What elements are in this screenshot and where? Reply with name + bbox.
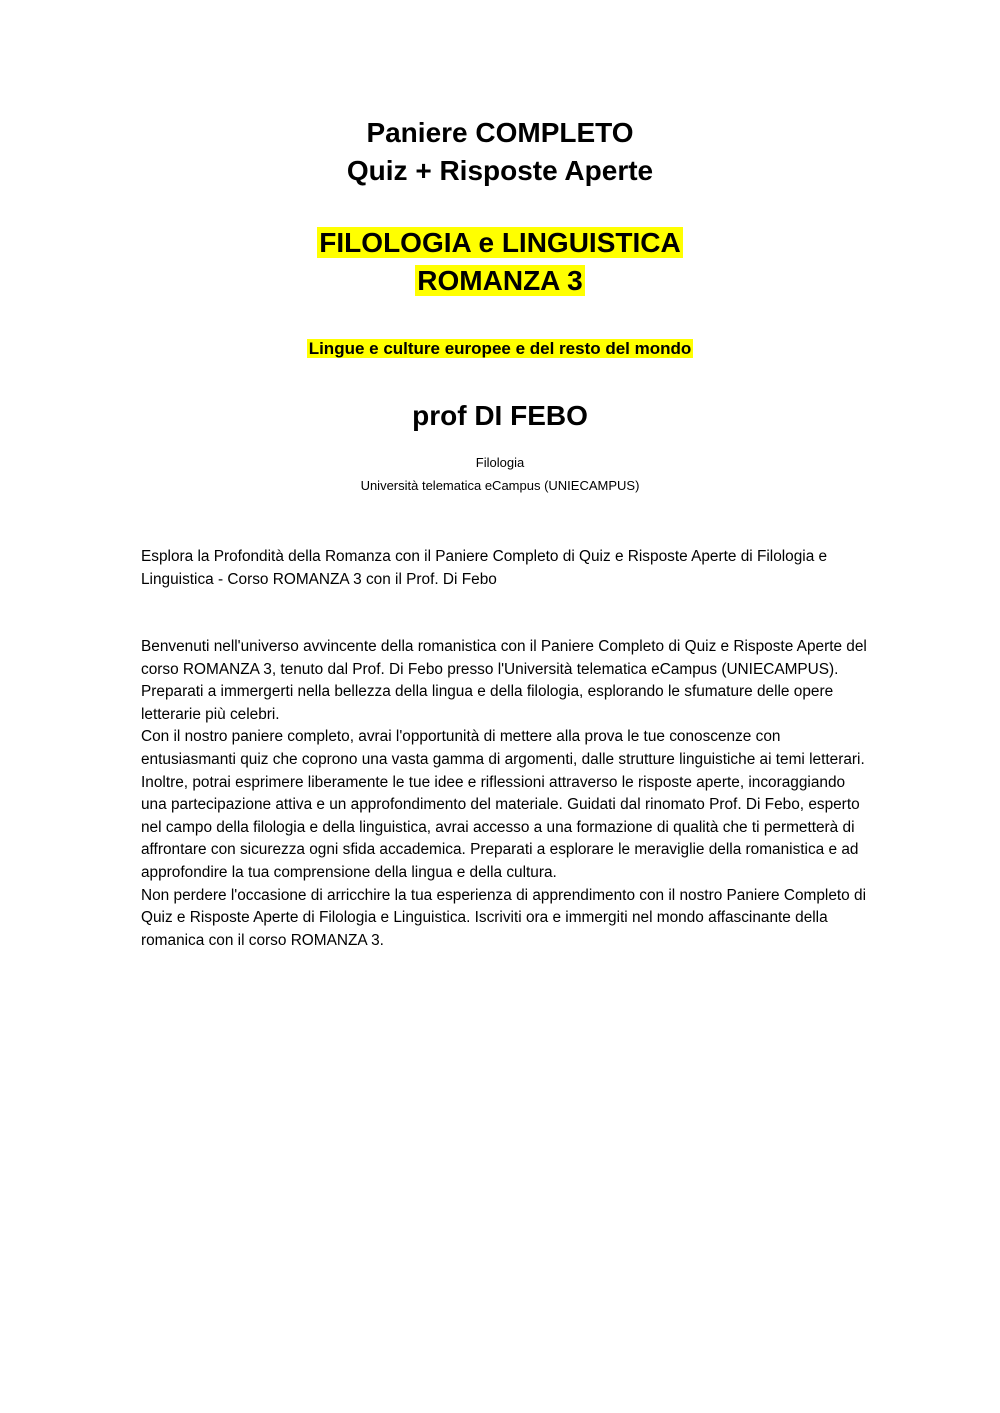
professor-name: prof DI FEBO [412, 400, 588, 431]
main-body [141, 636, 871, 952]
document-title [0, 114, 1000, 190]
course-label: Lingue e culture europee e del resto del mondo [308, 339, 692, 358]
body-paragraph-2: Con il nostro paniere completo, avrai l'opportunità di mettere alla prova le tue conoscenze con entusiasmanti quiz che coprono una vasta gamma di argomenti, dalle strutture linguistiche ai temi letterari. Inoltre, potrai esprimere liberamente le tue idee e riflessioni attraverso le risposte aperte, incoraggiando una partecipazione attiva e un approfondimento del materiale. Guidati dal rinomato Prof. Di Febo, esperto nel campo della filologia e della linguistica, avrai accesso a una formazione di qualità che ti permetterà di affrontare con sicurezza ogni sfida accademica. Preparati a esplorare le meraviglie della romanistica e ad approfondire la tua comprensione della lingua e della cultura. [141, 728, 865, 881]
title-line-2: Quiz + Risposte Aperte [346, 155, 654, 186]
subject-line-2: ROMANZA 3 [417, 265, 583, 296]
body-paragraph-3: Non perdere l'occasione di arricchire la tua esperienza di apprendimento con il nostro Paniere Completo di Quiz e Risposte Aperte di Filologia e Linguistica. Iscriviti ora e immergiti nel mondo affascinante della romanica con il corso ROMANZA 3. [141, 886, 866, 949]
intro-paragraph [141, 546, 871, 591]
subject-line-1: FILOLOGIA e LINGUISTICA [319, 227, 681, 258]
intro-text: Esplora la Profondità della Romanza con il Paniere Completo di Quiz e Risposte Aperte di Filologia e Linguistica - Corso ROMANZA 3 con il Prof. Di Febo [141, 548, 828, 588]
document-meta [0, 451, 1000, 497]
meta-category: Filologia [475, 455, 525, 470]
meta-university: Università telematica eCampus (UNIECAMPUS) [360, 478, 640, 493]
body-paragraph-1: Benvenuti nell'universo avvincente della romanistica con il Paniere Completo di Quiz e Risposte Aperte del corso ROMANZA 3, tenuto dal Prof. Di Febo presso l'Università telematica eCampus (UNIECAMPUS). Preparati a immergerti nella bellezza della lingua e della filologia, esplorando le sfumature delle opere letterarie più celebri. [141, 638, 867, 723]
title-line-1: Paniere COMPLETO [366, 117, 634, 148]
subject-heading [0, 224, 1000, 300]
course-name [0, 336, 1000, 362]
